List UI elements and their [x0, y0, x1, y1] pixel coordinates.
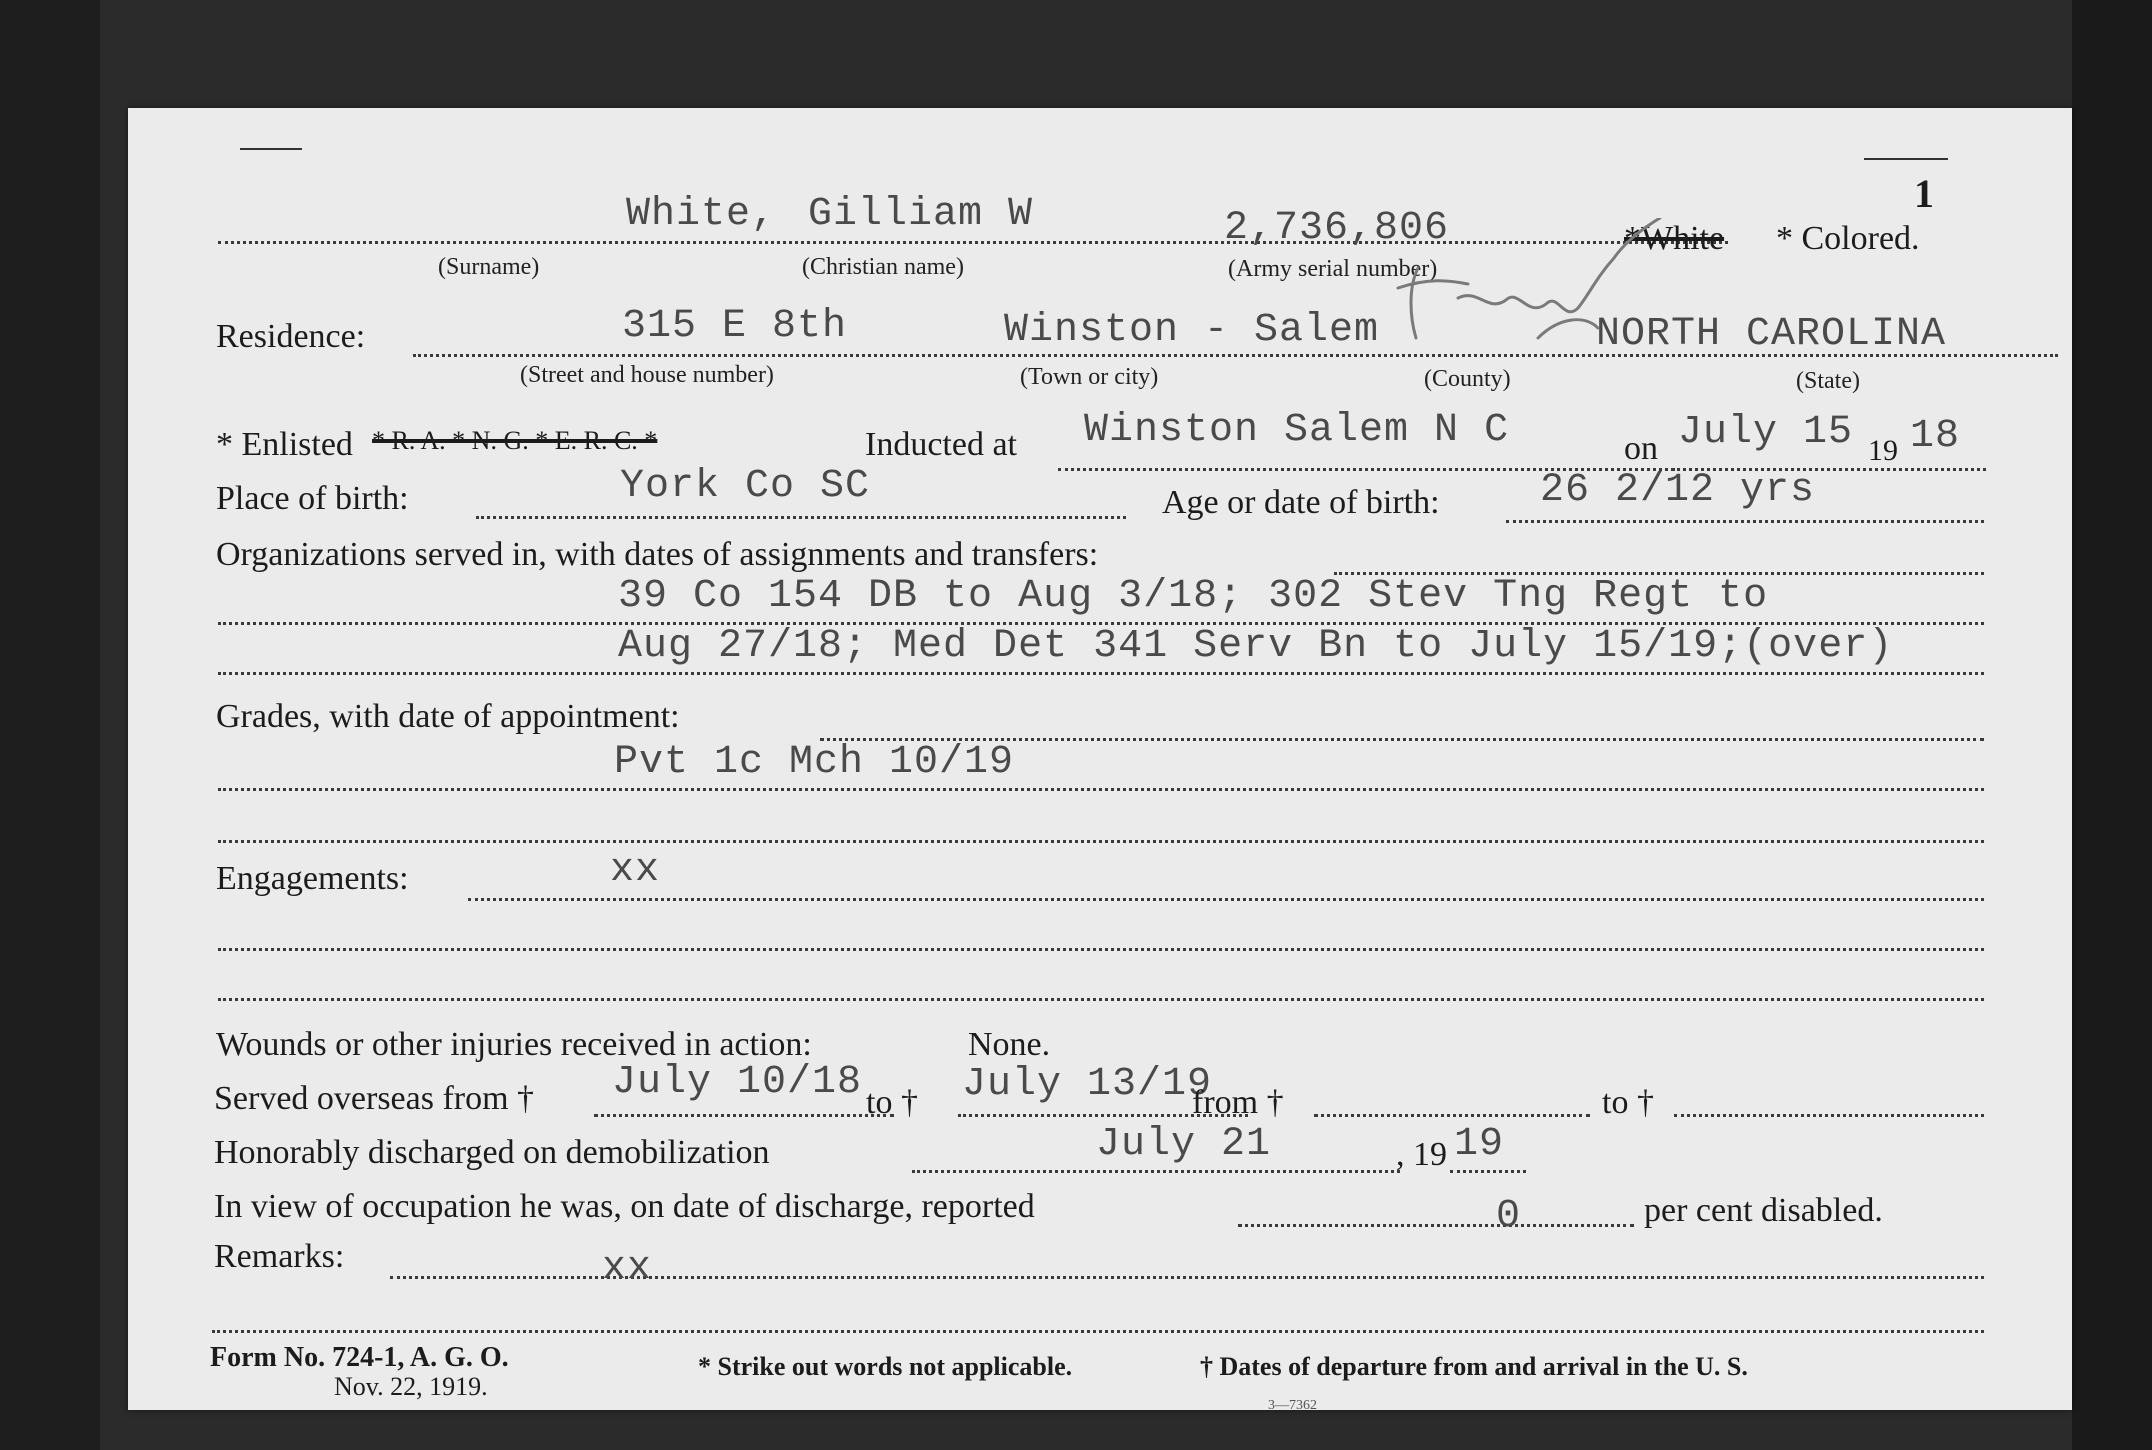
grades-line-2	[218, 840, 1984, 843]
discharge-label: Honorably discharged on demobilization	[214, 1134, 770, 1171]
engagements-label: Engagements:	[216, 860, 409, 897]
engagements-line-1	[218, 948, 1984, 951]
card-number: 1	[1914, 171, 1934, 216]
discharge-year-value: 19	[1454, 1122, 1505, 1167]
surname-value: White,	[626, 192, 777, 237]
serial-number-value: 2,736,806	[1224, 206, 1450, 251]
age-value: 26 2/12 yrs	[1540, 468, 1816, 513]
inducted-at-label: Inducted at	[865, 426, 1017, 463]
overseas-from-label-2: from †	[1192, 1084, 1284, 1121]
discharge-year-prefix: , 19	[1396, 1136, 1447, 1173]
inducted-on-label: on	[1624, 430, 1658, 467]
enlisted-prefix: * Enlisted	[216, 426, 353, 463]
disability-suffix: per cent disabled.	[1644, 1192, 1883, 1229]
town-caption: (Town or city)	[1020, 364, 1159, 390]
overseas-to-line-2	[1674, 1114, 1984, 1117]
engagements-value: xx	[610, 848, 661, 893]
wounds-value: None.	[968, 1026, 1051, 1063]
remarks-value: xx	[602, 1246, 653, 1291]
inducted-year-prefix: 19	[1868, 434, 1898, 467]
county-caption: (County)	[1424, 366, 1511, 392]
scanner-edge-right	[2072, 0, 2152, 1450]
engagements-line-2	[218, 998, 1984, 1001]
residence-state-value: NORTH CAROLINA	[1596, 312, 1947, 357]
discharge-year-line	[1450, 1170, 1526, 1173]
print-code: 3—7362	[1268, 1398, 1317, 1413]
inducted-date-value: July 15	[1678, 410, 1854, 455]
top-left-rule	[240, 148, 302, 150]
overseas-to-label-2: to †	[1602, 1084, 1654, 1121]
handwritten-county-signature	[1388, 218, 1668, 368]
footnote-dates: † Dates of departure from and arrival in the U. S.	[1200, 1352, 1748, 1381]
organizations-label: Organizations served in, with dates of assignments and transfers:	[216, 536, 1099, 573]
footnote-strike-out: * Strike out words not applicable.	[698, 1352, 1073, 1381]
inducted-year-value: 18	[1910, 414, 1961, 459]
grades-value: Pvt 1c Mch 10/19	[614, 740, 1015, 785]
residence-street-value: 315 E 8th	[622, 304, 848, 349]
disability-value: 0	[1496, 1194, 1522, 1239]
organizations-value-line2: Aug 27/18; Med Det 341 Serv Bn to July 15/19;(over)	[618, 624, 1894, 669]
scanner-edge-left	[0, 0, 100, 1450]
place-of-birth-line	[476, 516, 1126, 519]
grades-label: Grades, with date of appointment:	[216, 698, 680, 735]
wounds-label: Wounds or other injuries received in action:	[216, 1026, 812, 1063]
discharge-date-line	[912, 1170, 1400, 1173]
christian-name-value: Gilliam W	[808, 192, 1034, 237]
form-date: Nov. 22, 1919.	[334, 1372, 488, 1401]
form-number: Form No. 724-1, A. G. O.	[210, 1342, 509, 1373]
overseas-to-value: July 13/19	[962, 1062, 1213, 1107]
overseas-to-label: to †	[866, 1084, 918, 1121]
engagements-line-0	[468, 898, 1984, 901]
age-line	[1506, 520, 1984, 523]
state-caption: (State)	[1796, 368, 1860, 394]
disability-line	[1238, 1224, 1634, 1227]
served-overseas-label: Served overseas from †	[214, 1080, 535, 1117]
remarks-line-1	[212, 1330, 1984, 1333]
residence-label: Residence:	[216, 318, 366, 355]
overseas-from-value: July 10/18	[612, 1060, 863, 1105]
street-caption: (Street and house number)	[520, 362, 774, 388]
surname-caption: (Surname)	[438, 254, 540, 280]
overseas-from-line	[594, 1114, 894, 1117]
top-right-rule	[1864, 158, 1948, 160]
race-white-struck: *White	[1624, 220, 1725, 257]
remarks-label: Remarks:	[214, 1238, 345, 1275]
overseas-from-line-2	[1314, 1114, 1590, 1117]
discharge-date-value: July 21	[1096, 1122, 1272, 1167]
organizations-line-2	[218, 672, 1984, 675]
age-label: Age or date of birth:	[1162, 484, 1440, 521]
service-record-card	[128, 108, 2072, 1413]
residence-town-value: Winston - Salem	[1004, 308, 1380, 353]
organizations-value-line1: 39 Co 154 DB to Aug 3/18; 302 Stev Tng Regt to	[618, 574, 1769, 619]
place-of-birth-label: Place of birth:	[216, 480, 409, 517]
disability-label: In view of occupation he was, on date of discharge, reported	[214, 1188, 1035, 1225]
grades-line-1	[218, 788, 1984, 791]
inducted-place-value: Winston Salem N C	[1084, 408, 1510, 453]
place-of-birth-value: York Co SC	[620, 464, 871, 509]
enlistment-types-struck: * R. A. * N. G. * E. R. C. *	[372, 426, 658, 455]
serial-number-caption: (Army serial number)	[1228, 256, 1438, 282]
christian-name-caption: (Christian name)	[802, 254, 964, 280]
race-colored: * Colored.	[1776, 220, 1920, 257]
